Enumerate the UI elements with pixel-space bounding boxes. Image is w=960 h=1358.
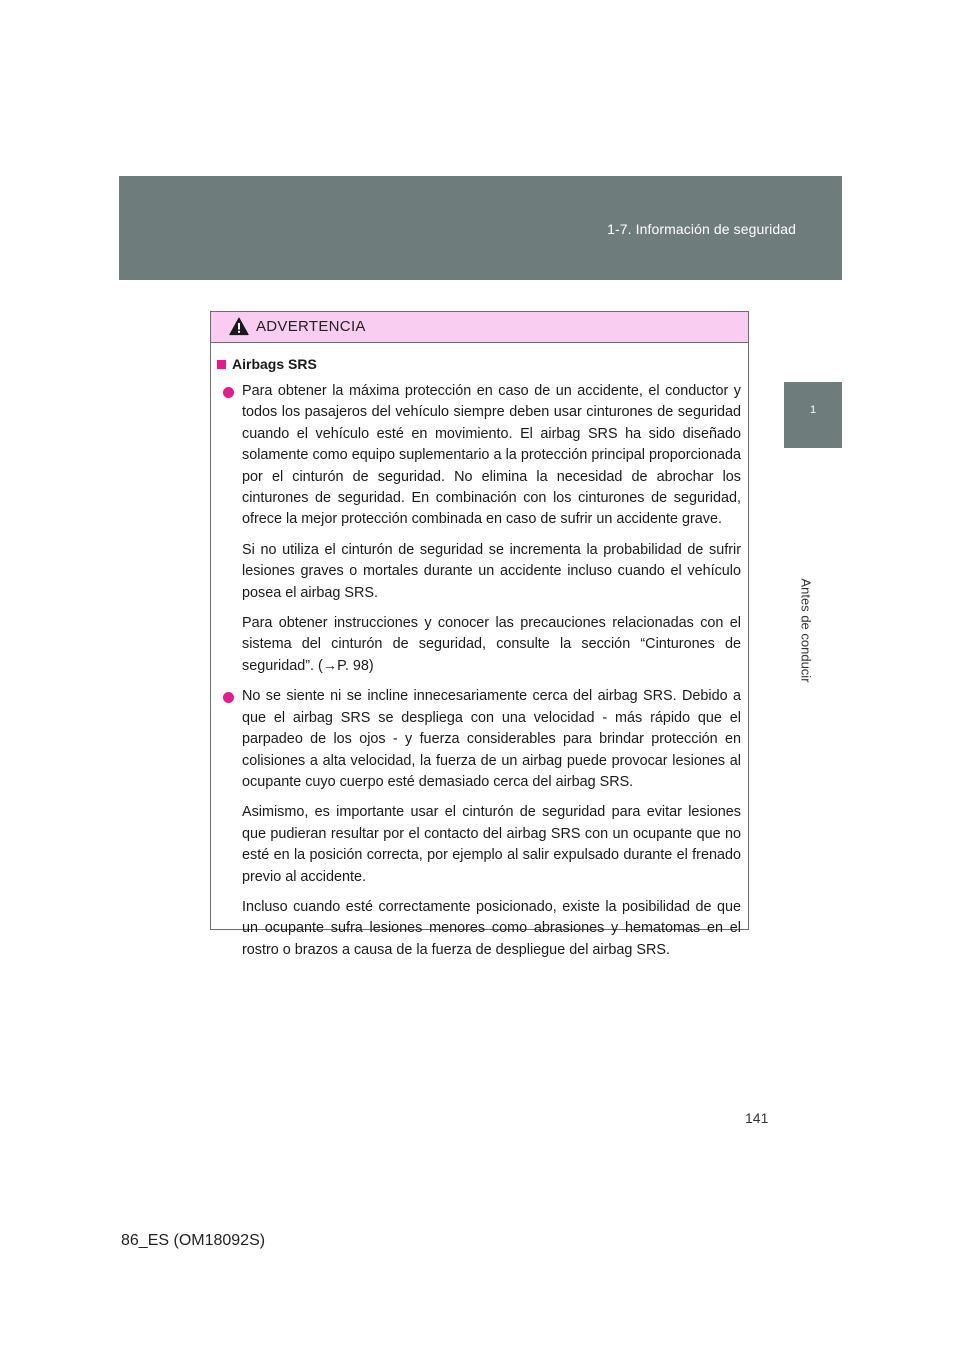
warning-paragraph: No se siente ni se incline innecesariamente cerca del airbag SRS. Debido a que el airbag SRS se despliega con una velocidad - más rápido que el parpadeo de los ojos - y fuerza considerables para brindar protección en colisiones a alta velocidad, la fuerza de un airbag puede provocar lesiones al ocupante cuyo cuerpo esté demasiado cerca del airbag SRS. (242, 688, 741, 790)
chapter-label: Antes de conducir (798, 577, 814, 683)
warning-box (210, 311, 749, 958)
bullet-dot-icon (223, 692, 234, 703)
warning-paragraph: Asimismo, es importante usar el cinturón de seguridad para evitar lesiones que pudieran resultar por el contacto del airbag SRS con un ocupante que no esté en la posición correcta, por ejemplo al salir expulsado durante el frenado previo al accidente. (242, 804, 741, 885)
chapter-number: 1 (809, 404, 817, 416)
square-bullet-icon (217, 360, 226, 369)
chapter-tab (784, 382, 842, 448)
warning-title: ADVERTENCIA (256, 318, 366, 335)
warning-paragraph: Para obtener la máxima protección en caso de un accidente, el conductor y todos los pasajeros del vehículo siempre deben usar cinturones de seguridad cuando el vehículo esté en movimiento. El airbag SRS ha sido diseñado solamente como equipo suplementario a la protección principal proporcionada por el cinturón de seguridad. No elimina la necesidad de abrochar los cinturones de seguridad. En combinación con los cinturones de seguridad, ofrece la mejor protección combinada en caso de sufrir un accidente grave. (242, 383, 741, 528)
warning-item (217, 686, 741, 961)
warning-item (217, 381, 741, 677)
warning-triangle-icon (229, 317, 249, 336)
header-band (119, 176, 842, 280)
chapter-label-container (776, 550, 836, 710)
document-code: 86_ES (OM18092S) (121, 1232, 266, 1249)
bullet-dot-icon (223, 387, 234, 398)
warning-paragraph: Si no utiliza el cinturón de seguridad se incrementa la probabilidad de sufrir lesiones graves o mortales durante un accidente incluso cuando el vehículo posea el airbag SRS. (242, 541, 741, 601)
warning-header (211, 312, 748, 343)
airbags-section-heading (217, 356, 741, 372)
airbags-section-title: Airbags SRS (232, 356, 317, 372)
page-number: 141 (745, 1110, 769, 1126)
warning-paragraph: Para obtener instrucciones y conocer las precauciones relacionadas con el sistema del cinturón de seguridad, consulte la sección “Cinturones de seguridad”. (→P. 98) (242, 615, 741, 674)
warning-body (211, 343, 748, 961)
warning-paragraph: Incluso cuando esté correctamente posicionado, existe la posibilidad de que un ocupante sufra lesiones menores como abrasiones y hematomas en el rostro o brazos a causa de la fuerza de despliegue del airbag SRS. (242, 898, 741, 958)
section-title: 1-7. Información de seguridad (607, 221, 796, 237)
